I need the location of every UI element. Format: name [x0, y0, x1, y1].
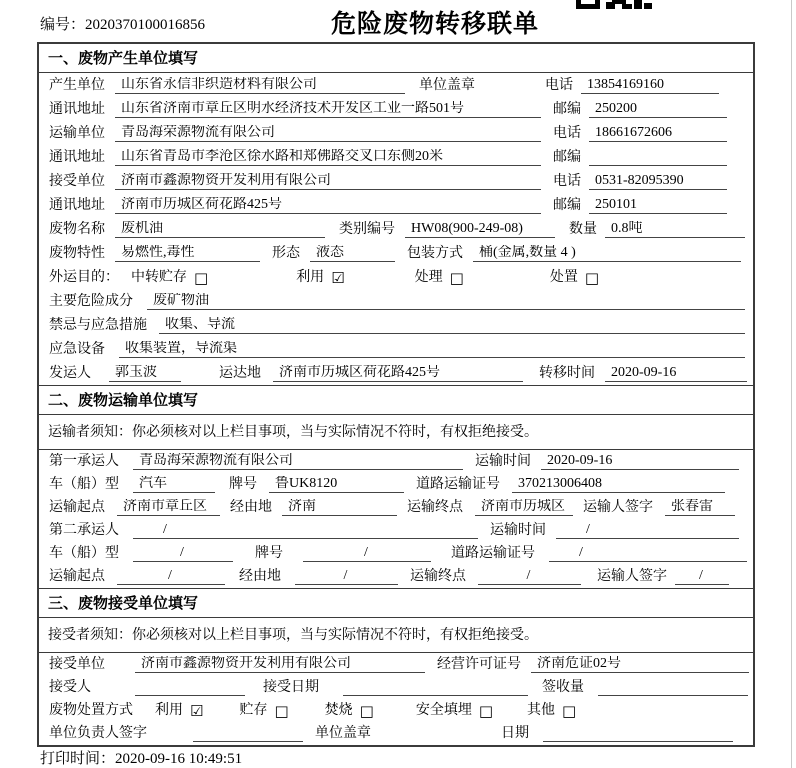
- transfer-time-label: 转移时间: [539, 366, 595, 381]
- purpose-option-transfer-storage: [131, 266, 208, 286]
- waste-name-label: 废物名称: [49, 222, 105, 237]
- outbound-purpose-row: [39, 265, 753, 289]
- transfer-storage-checkbox-icon: □: [194, 269, 209, 287]
- utilize-checkbox-icon: ☑: [331, 269, 345, 287]
- first-carrier-route-row: [39, 496, 753, 519]
- plate-number-value: 鲁UK8120: [269, 476, 404, 493]
- receiver-unit-label: 接受单位: [49, 174, 105, 189]
- permit-number-value: 济南危证02号: [531, 656, 749, 673]
- document-number-value: 2020370100016856: [85, 17, 206, 33]
- dispose-label: 处置: [549, 270, 578, 285]
- dispose-checkbox-icon: □: [584, 269, 600, 287]
- zip-label: 邮编: [553, 150, 581, 165]
- transporter-address-row: [39, 145, 753, 169]
- transport-time-label: 运输时间: [475, 454, 531, 469]
- receiver-unit-value: 济南市鑫源物资开发利用有限公司: [115, 173, 541, 190]
- section-1-header: 一、废物产生单位填写: [39, 44, 753, 73]
- address-label: 通讯地址: [49, 102, 105, 117]
- accept-date-value: [343, 695, 528, 696]
- disposal-option-landfill: [416, 699, 493, 719]
- purpose-option-dispose: [550, 266, 599, 286]
- second-carrier-row: [39, 519, 753, 542]
- category-code-value: HW08(900-249-08): [405, 221, 555, 238]
- document-number-label: 编号：: [40, 17, 86, 33]
- taboo-measures-value: 收集、导流: [159, 317, 745, 334]
- transporter-phone-value: 18661672606: [589, 125, 727, 142]
- first-carrier-label: 第一承运人: [49, 454, 119, 469]
- first-carrier-vehicle-row: [39, 473, 753, 496]
- disposal-other-checkbox-icon: □: [562, 702, 577, 720]
- packing-label: 包装方式: [407, 246, 463, 261]
- disposal-method-row: [39, 699, 753, 722]
- disposal-storage-checkbox-icon: □: [274, 702, 289, 720]
- transporter-address-value: 山东省青岛市李沧区徐水路和郑佛路交叉口东侧20米: [115, 149, 541, 166]
- page-right-edge: [791, 0, 792, 768]
- outbound-purpose-label: 外运目的：: [49, 270, 119, 285]
- packing-value: 桶(金属,数量 4 ): [473, 245, 741, 262]
- receiver-address-row: [39, 193, 753, 217]
- phone-label: 电话: [553, 126, 581, 141]
- producer-unit-row: [39, 73, 753, 97]
- via-label: 经由地: [230, 500, 272, 515]
- acceptor-row: [39, 676, 753, 699]
- receiver-zip-value: 250101: [589, 197, 727, 214]
- origin-label: 运输起点: [49, 500, 105, 515]
- transporter-unit-value: 青岛海荣源物流有限公司: [115, 125, 541, 142]
- manifest-form: [37, 42, 755, 747]
- road-permit-value-2: /: [549, 545, 747, 562]
- second-carrier-value: /: [133, 522, 478, 539]
- responsible-signature-label: 单位负责人签字: [49, 726, 147, 741]
- treat-label: 处理: [414, 270, 443, 285]
- vehicle-type-label: 车（船）型: [49, 546, 119, 561]
- first-carrier-value: 青岛海荣源物流有限公司: [133, 453, 463, 470]
- disposal-option-storage: [239, 699, 288, 719]
- purpose-option-utilize: [296, 266, 344, 286]
- transporter-signature-label: 运输人签字: [597, 569, 667, 584]
- producer-address-row: [39, 97, 753, 121]
- treat-checkbox-icon: □: [449, 269, 464, 287]
- via-value: 济南: [282, 499, 397, 516]
- receiver-notice: 接受者须知：你必须核对以上栏目事项，当与实际情况不符时，有权拒绝接受。: [39, 618, 753, 653]
- permit-number-label: 经营许可证号: [437, 657, 521, 672]
- plate-number-label: 牌号: [229, 477, 257, 492]
- section-2-header: 二、废物运输单位填写: [39, 385, 753, 415]
- road-permit-label: 道路运输证号: [451, 546, 535, 561]
- transporter-zip-value: [589, 165, 727, 166]
- transporter-notice: 运输者须知：你必须核对以上栏目事项，当与实际情况不符时，有权拒绝接受。: [39, 415, 753, 450]
- second-carrier-route-row: [39, 565, 753, 588]
- qr-code-fragment: [576, 0, 654, 10]
- quantity-label: 数量: [569, 222, 597, 237]
- utilize-label: 利用: [296, 270, 325, 285]
- accept-date-label: 接受日期: [263, 680, 319, 695]
- accept-unit-row: [39, 653, 753, 676]
- taboo-measures-label: 禁忌与应急措施: [49, 318, 147, 333]
- page-title: 危险废物转移联单: [331, 11, 540, 38]
- waste-name-value: 废机油: [115, 221, 325, 238]
- second-carrier-vehicle-row: [39, 542, 753, 565]
- road-permit-value: 370213006408: [512, 476, 725, 493]
- end-point-label: 运输终点: [407, 500, 463, 515]
- transfer-time-value: 2020-09-16: [605, 365, 747, 382]
- unit-seal-label: 单位盖章: [315, 726, 371, 741]
- quantity-value: 0.8吨: [605, 221, 745, 238]
- disposal-landfill-checkbox-icon: □: [478, 702, 494, 720]
- date-value: [543, 741, 733, 742]
- waste-trait-label: 废物特性: [49, 246, 105, 261]
- purpose-option-treat: [415, 266, 464, 286]
- disposal-utilize-checkbox-icon: ☑: [190, 702, 204, 720]
- address-label: 通讯地址: [49, 198, 105, 213]
- phone-label: 电话: [545, 78, 573, 93]
- via-value-2: /: [295, 568, 398, 585]
- end-point-value: 济南市历城区: [475, 499, 573, 516]
- unit-seal-label: 单位盖章: [419, 78, 475, 93]
- waste-name-row: [39, 217, 753, 241]
- transporter-signature-value-2: /: [675, 568, 729, 585]
- document-number: [40, 13, 205, 34]
- disposal-method-label: 废物处置方式: [49, 703, 133, 718]
- receiver-address-value: 济南市历城区荷花路425号: [115, 197, 541, 214]
- transport-time-label: 运输时间: [490, 523, 546, 538]
- origin-value: 济南市章丘区: [117, 499, 220, 516]
- transporter-signature-value: 张春雷: [665, 499, 735, 516]
- waste-trait-row: [39, 241, 753, 265]
- hazard-component-value: 废矿物油: [147, 293, 745, 310]
- disposal-landfill-label: 安全填埋: [415, 703, 472, 718]
- zip-label: 邮编: [553, 102, 581, 117]
- form-label: 形态: [272, 246, 300, 261]
- transporter-unit-label: 运输单位: [49, 126, 105, 141]
- emergency-equipment-value: 收集装置，导流渠: [119, 341, 745, 358]
- transporter-signature-label: 运输人签字: [583, 500, 653, 515]
- hazard-component-row: [39, 289, 753, 313]
- responsible-signature-row: [39, 722, 753, 745]
- print-time-value: 2020-09-16 10:49:51: [115, 751, 243, 767]
- end-point-value-2: /: [478, 568, 581, 585]
- transfer-storage-label: 中转贮存: [131, 270, 187, 285]
- shipper-value: 郭玉波: [109, 365, 181, 382]
- producer-address-value: 山东省济南市章丘区明水经济技术开发区工业一路501号: [115, 101, 541, 118]
- transporter-unit-row: [39, 121, 753, 145]
- taboo-measures-row: [39, 313, 753, 337]
- acceptor-label: 接受人: [49, 680, 91, 695]
- first-carrier-time-value: 2020-09-16: [541, 453, 739, 470]
- form-value: 液态: [310, 245, 395, 262]
- date-label: 日期: [501, 726, 529, 741]
- origin-label: 运输起点: [49, 569, 105, 584]
- accept-unit-label: 接受单位: [49, 657, 105, 672]
- origin-value-2: /: [117, 568, 225, 585]
- plate-number-value-2: /: [303, 545, 431, 562]
- second-carrier-label: 第二承运人: [49, 523, 119, 538]
- disposal-incinerate-label: 焚烧: [324, 703, 353, 718]
- disposal-option-utilize: [155, 699, 203, 719]
- address-label: 通讯地址: [49, 150, 105, 165]
- emergency-equipment-row: [39, 337, 753, 361]
- destination-label: 运达地: [219, 366, 261, 381]
- second-carrier-time-value: /: [556, 522, 739, 539]
- section-3-header: 三、废物接受单位填写: [39, 588, 753, 618]
- disposal-option-incinerate: [325, 699, 374, 719]
- print-time-label: 打印时间：: [40, 751, 116, 767]
- print-time: [40, 747, 242, 768]
- shipper-row: [39, 361, 753, 385]
- responsible-signature-value: [193, 741, 303, 742]
- producer-phone-value: 13854169160: [581, 77, 719, 94]
- vehicle-type-value: 汽车: [133, 476, 215, 493]
- disposal-incinerate-checkbox-icon: □: [359, 702, 374, 720]
- category-code-label: 类别编号: [339, 222, 395, 237]
- plate-number-label: 牌号: [255, 546, 283, 561]
- shipper-label: 发运人: [49, 366, 91, 381]
- hazard-component-label: 主要危险成分: [49, 294, 133, 309]
- signed-quantity-value: [598, 695, 748, 696]
- emergency-equipment-label: 应急设备: [49, 342, 105, 357]
- disposal-storage-label: 贮存: [239, 703, 268, 718]
- phone-label: 电话: [553, 174, 581, 189]
- acceptor-value: [135, 695, 245, 696]
- via-label: 经由地: [239, 569, 281, 584]
- producer-unit-value: 山东省永信非织造材料有限公司: [115, 77, 405, 94]
- accept-unit-value: 济南市鑫源物资开发利用有限公司: [135, 656, 425, 673]
- vehicle-type-value-2: /: [133, 545, 233, 562]
- destination-value: 济南市历城区荷花路425号: [273, 365, 523, 382]
- road-permit-label: 道路运输证号: [416, 477, 500, 492]
- receiver-unit-row: [39, 169, 753, 193]
- disposal-utilize-label: 利用: [155, 703, 183, 718]
- vehicle-type-label: 车（船）型: [49, 477, 119, 492]
- producer-zip-value: 250200: [589, 101, 727, 118]
- zip-label: 邮编: [553, 198, 581, 213]
- end-point-label: 运输终点: [410, 569, 466, 584]
- producer-unit-label: 产生单位: [49, 78, 105, 93]
- first-carrier-row: [39, 450, 753, 473]
- disposal-other-label: 其他: [527, 703, 556, 718]
- receiver-phone-value: 0531-82095390: [589, 173, 727, 190]
- waste-trait-value: 易燃性,毒性: [115, 245, 260, 262]
- signed-quantity-label: 签收量: [542, 680, 584, 695]
- disposal-option-other: [527, 699, 576, 719]
